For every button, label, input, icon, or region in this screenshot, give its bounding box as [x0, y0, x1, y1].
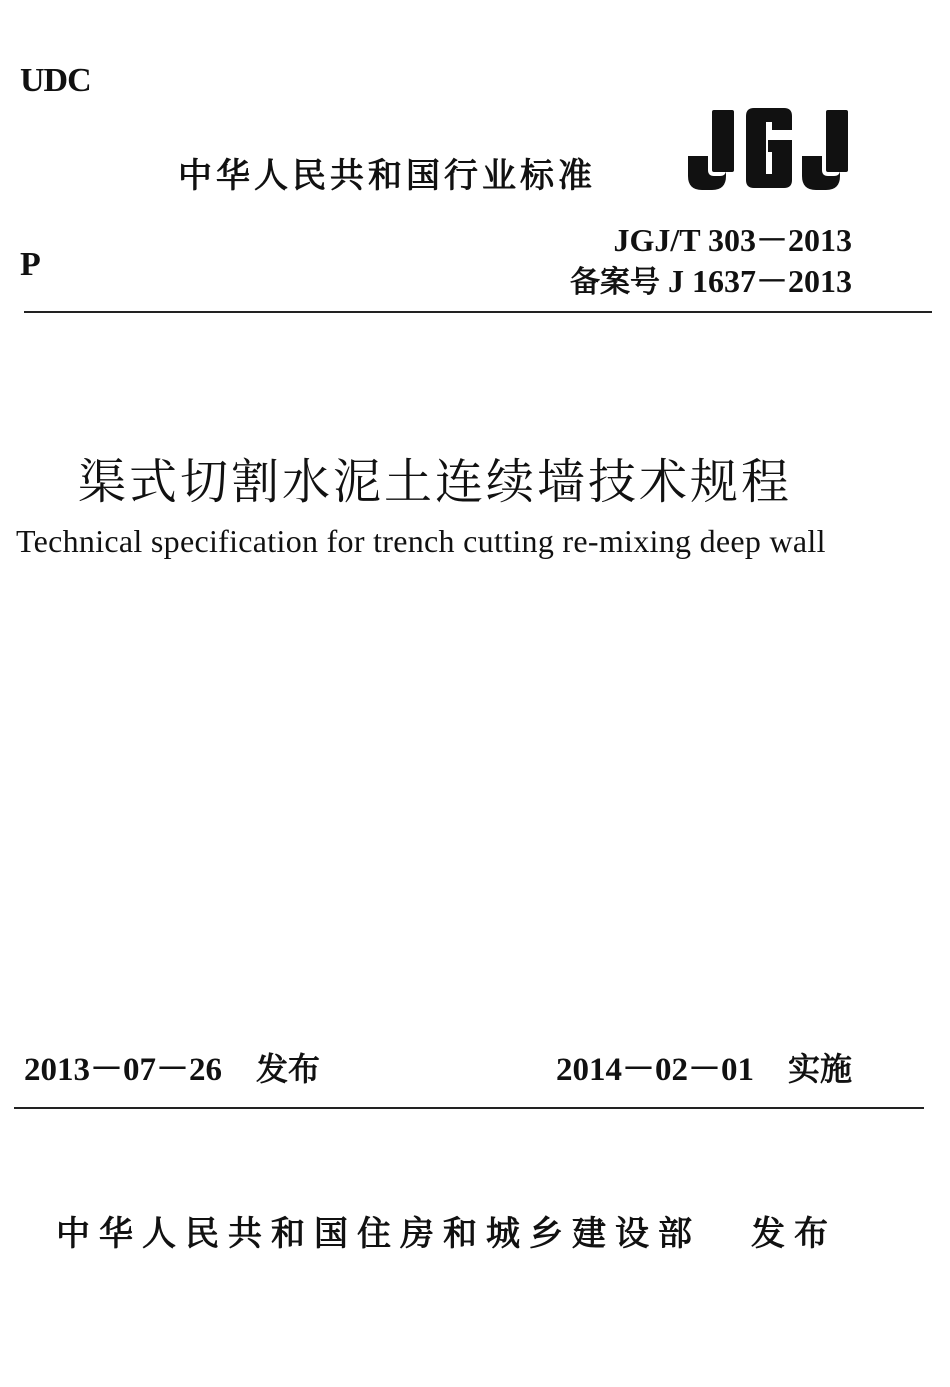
record-label: 备案号: [569, 265, 660, 300]
category-label: P: [20, 246, 41, 283]
issuer-name: 中华人民共和国住房和城乡建设部: [56, 1214, 701, 1254]
effective-date-line: [556, 1043, 852, 1090]
top-divider: [24, 311, 932, 313]
issuer-action: 发布: [751, 1214, 837, 1254]
standard-code: JGJ/T 303－2013: [613, 222, 852, 258]
udc-label: UDC: [20, 62, 91, 99]
effective-date: 2014－02－01: [556, 1052, 754, 1088]
publish-date-line: [24, 1043, 320, 1090]
title-chinese: 渠式切割水泥土连续墙技术规程: [78, 454, 793, 510]
standard-type: 中华人民共和国行业标准: [178, 156, 596, 196]
publish-date: 2013－07－26: [24, 1052, 222, 1088]
record-number: J 1637－2013: [667, 263, 852, 299]
jgj-logo: [684, 106, 854, 194]
effective-label: 实施: [788, 1050, 853, 1088]
publish-label: 发布: [256, 1050, 321, 1088]
issuer-line: [56, 1206, 837, 1255]
title-english: Technical specification for trench cutting re-mixing deep wall: [16, 523, 826, 559]
record-number-line: [570, 256, 852, 302]
bottom-divider: [14, 1107, 924, 1109]
